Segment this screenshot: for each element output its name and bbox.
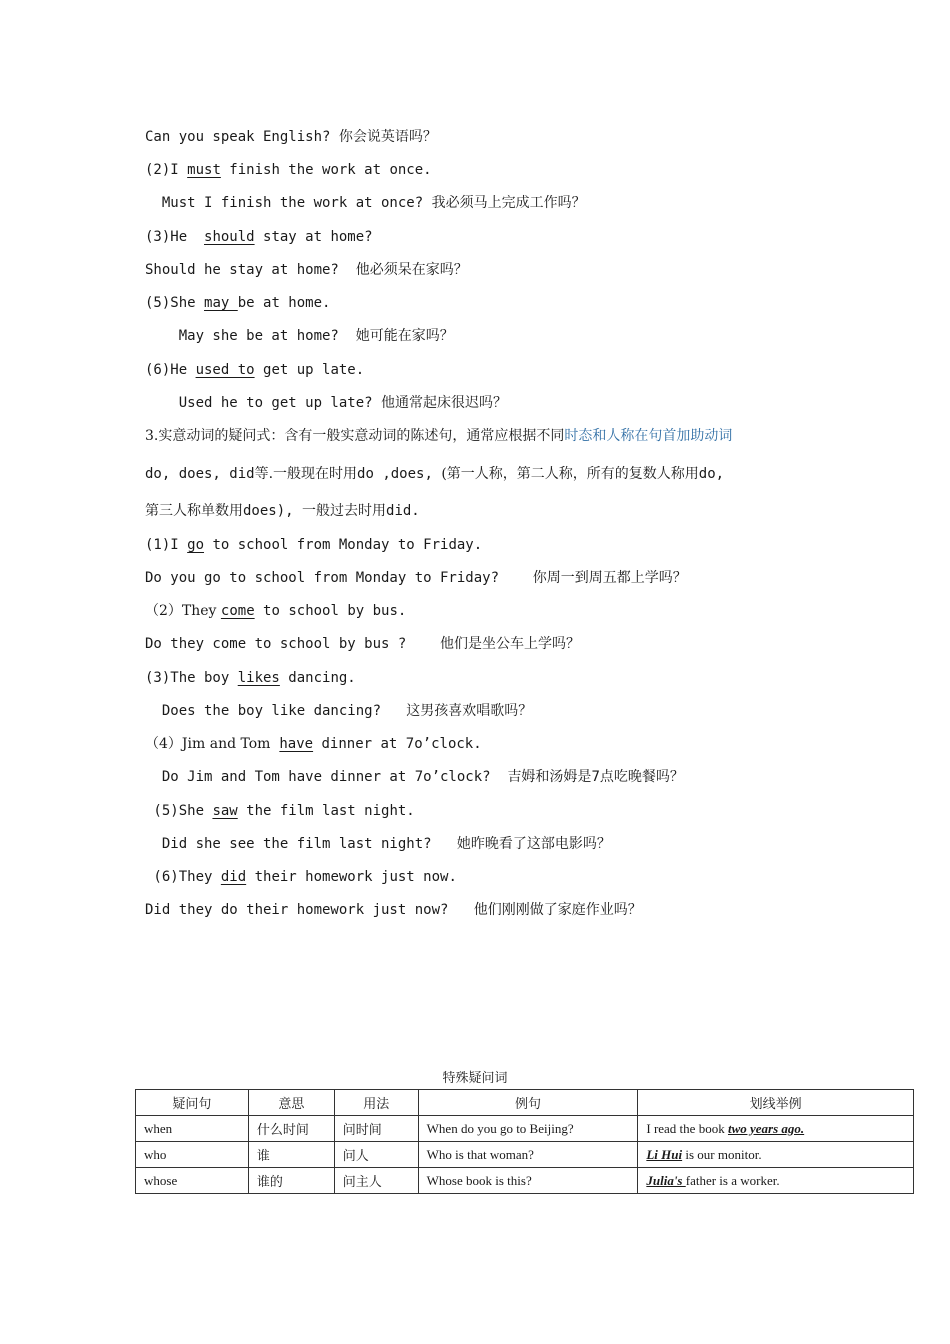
underlined-word: did xyxy=(220,869,247,885)
cell-usage: 问主人 xyxy=(334,1168,418,1194)
text-line: (1)I go to school from Monday to Friday. xyxy=(145,537,483,553)
text-line: Used he to get up late? 他通常起床很迟吗？ xyxy=(145,395,508,411)
cell-usage: 问时间 xyxy=(334,1116,418,1142)
table-header-row xyxy=(136,1090,914,1116)
underlined-word: saw xyxy=(212,803,238,819)
text-line: (5)She may be at home. xyxy=(145,295,331,311)
underlined-word: must xyxy=(187,162,221,178)
text-line: Should he stay at home? 他必须呆在家吗？ xyxy=(145,262,468,278)
text-line: Do you go to school from Monday to Friday? 你周一到周五都上学吗？ xyxy=(145,570,687,586)
text-line: Must I finish the work at once? 我必须马上完成工作吗？ xyxy=(145,195,586,211)
underlined-word: may xyxy=(204,295,238,311)
highlighted-text: 时态和人称在句首加助动词 xyxy=(564,428,733,444)
cell-example: Whose book is this? xyxy=(418,1168,638,1194)
text-line: Did she see the film last night? 她昨晚看了这部电影吗？ xyxy=(145,836,611,852)
column-header: 疑问句 xyxy=(136,1090,249,1116)
text-line: (6)They did their homework just now. xyxy=(145,869,457,885)
text-line: 3.实意动词的疑问式：含有一般实意动词的陈述句，通常应根据不同时态和人称在句首加助动词 xyxy=(145,428,733,444)
cell-usage: 问人 xyxy=(334,1142,418,1168)
table-row xyxy=(136,1116,914,1142)
cell-meaning: 谁的 xyxy=(248,1168,334,1194)
cell-underline-example: I read the book two years ago. xyxy=(638,1116,914,1142)
column-header: 例句 xyxy=(418,1090,638,1116)
cell-meaning: 谁 xyxy=(248,1142,334,1168)
cell-example: Who is that woman? xyxy=(418,1142,638,1168)
cell-word: when xyxy=(136,1116,249,1142)
underlined-word: used to xyxy=(195,362,255,378)
text-line: Can you speak English? 你会说英语吗？ xyxy=(145,129,437,145)
underlined-answer: two years ago. xyxy=(727,1120,805,1136)
text-line: Does the boy like dancing? 这男孩喜欢唱歌吗？ xyxy=(145,703,533,719)
underlined-answer: Julia's xyxy=(646,1172,686,1188)
text-line: do, does, did等.一般现在时用do ,does, (第一人称，第二人称，所有的复数人称用do, xyxy=(145,466,725,482)
underlined-word: likes xyxy=(237,670,280,686)
table-row xyxy=(136,1142,914,1168)
column-header: 用法 xyxy=(334,1090,418,1116)
cell-underline-example: Li Hui is our monitor. xyxy=(638,1142,914,1168)
text-line: （2）They come to school by bus. xyxy=(145,603,407,619)
text-line: （4）Jim and Tom have dinner at 7o’clock. xyxy=(145,736,482,752)
text-line: (6)He used to get up late. xyxy=(145,362,365,378)
text-line: Did they do their homework just now? 他们刚刚做了家庭作业吗？ xyxy=(145,902,642,918)
table-caption: 特殊疑问词 xyxy=(442,1071,508,1086)
cell-word: whose xyxy=(136,1168,249,1194)
underlined-word: should xyxy=(204,229,255,245)
underlined-word: come xyxy=(220,603,255,619)
cell-underline-example: Julia's father is a worker. xyxy=(638,1168,914,1194)
text-line: (2)I must finish the work at once. xyxy=(145,162,432,178)
cell-example: When do you go to Beijing? xyxy=(418,1116,638,1142)
table-row xyxy=(136,1168,914,1194)
text-line: (5)She saw the film last night. xyxy=(145,803,415,819)
underlined-word: go xyxy=(187,537,205,553)
text-line: May she be at home? 她可能在家吗？ xyxy=(145,328,454,344)
column-header: 意思 xyxy=(248,1090,334,1116)
text-line: 第三人称单数用does), 一般过去时用did. xyxy=(145,503,420,519)
cell-meaning: 什么时间 xyxy=(248,1116,334,1142)
text-line: Do Jim and Tom have dinner at 7o’clock? 吉姆和汤姆是7点吃晚餐吗？ xyxy=(145,769,684,785)
text-line: (3)He should stay at home? xyxy=(145,229,373,245)
question-words-table xyxy=(135,1089,914,1194)
underlined-answer: Li Hui xyxy=(646,1146,683,1162)
underlined-word: have xyxy=(279,736,314,752)
column-header: 划线举例 xyxy=(638,1090,914,1116)
cell-word: who xyxy=(136,1142,249,1168)
text-line: Do they come to school by bus ? 他们是坐公车上学吗？ xyxy=(145,636,581,652)
text-line: (3)The boy likes dancing. xyxy=(145,670,356,686)
